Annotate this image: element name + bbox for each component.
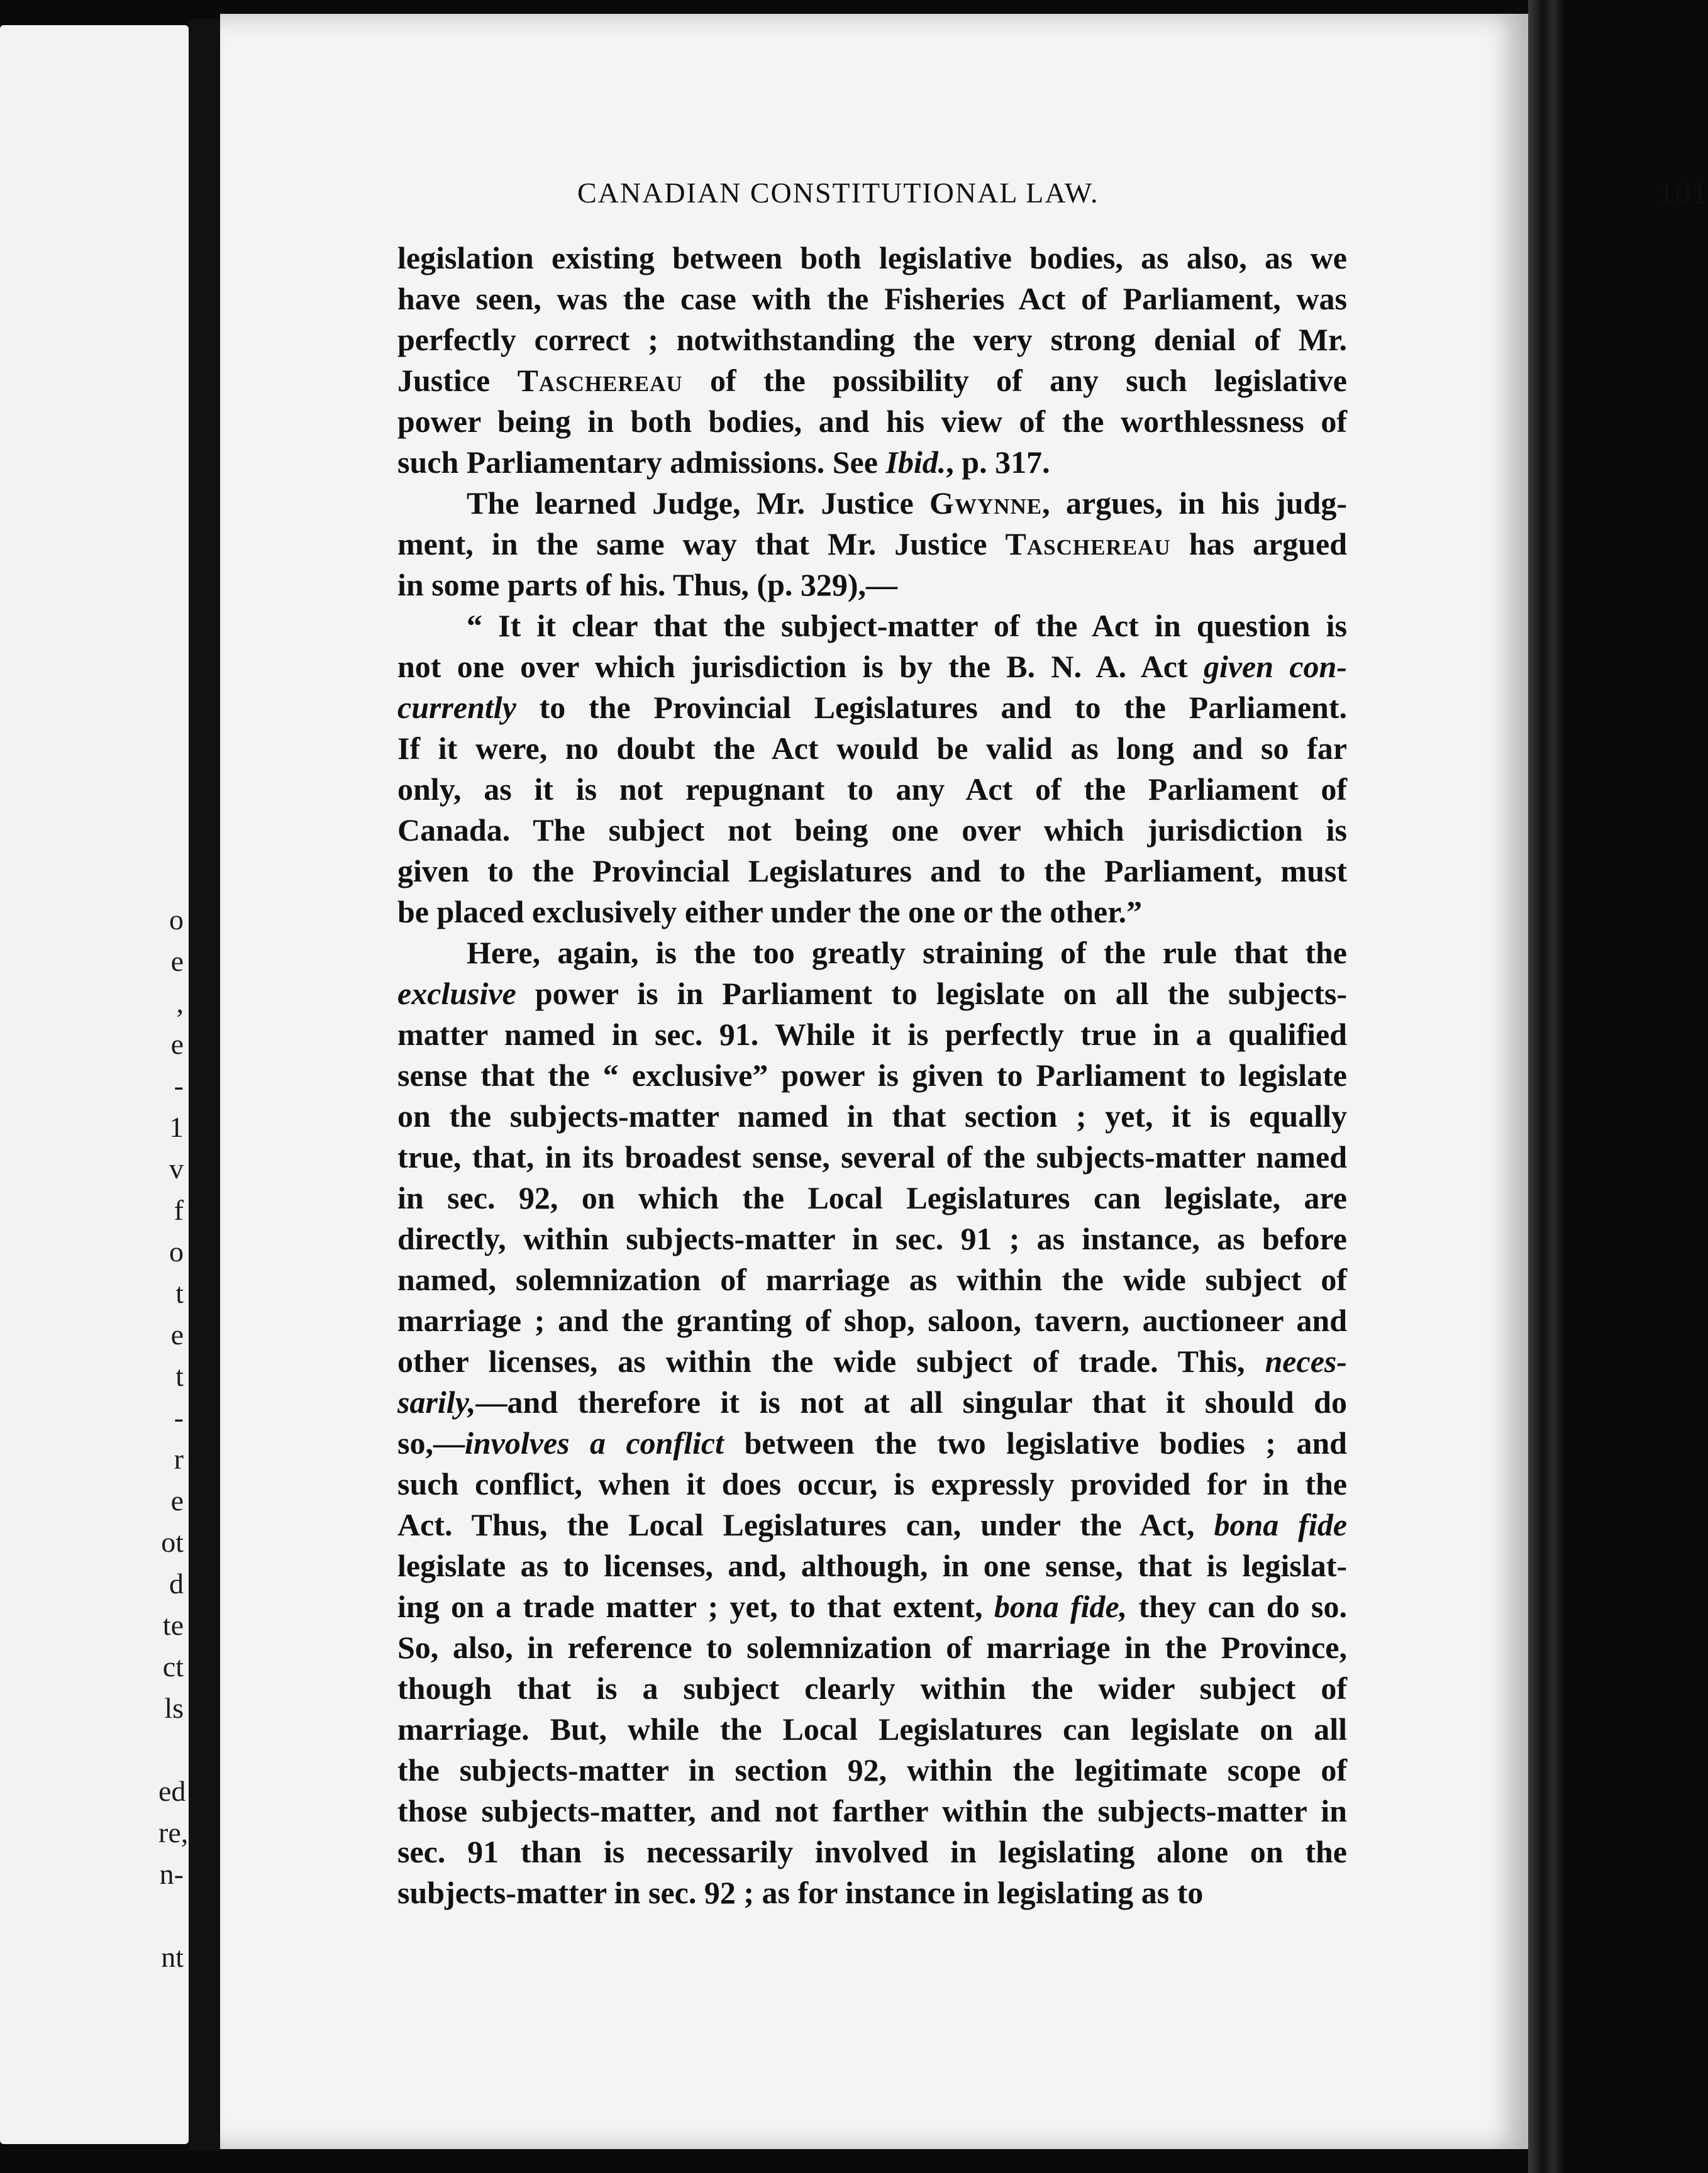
facing-page-fragment xyxy=(0,25,189,2144)
text-line: matter named in sec. 91. While it is perfectly true in a qualified xyxy=(397,1017,1347,1052)
text-line: power being in both bodies, and his view of the worthlessness of xyxy=(397,404,1347,439)
text-line: marriage ; and the granting of shop, saloon, tavern, auctioneer and xyxy=(397,1303,1347,1338)
text-run: ing on a trade matter ; yet, to that extent, xyxy=(397,1589,994,1624)
text-line xyxy=(397,360,1347,401)
text-line: such conflict, when it does occur, is expressly provided for in the xyxy=(397,1466,1347,1501)
text-run: The learned Judge, Mr. Justice xyxy=(467,485,930,521)
text-line: the subjects-matter in section 92, within the legitimate scope of xyxy=(397,1752,1347,1788)
text-run: ment, in the same way that Mr. Justice xyxy=(397,526,1006,561)
text-line: true, that, in its broadest sense, several of the subjects-matter named xyxy=(397,1139,1347,1175)
text-line: in some parts of his. Thus, (p. 329),— xyxy=(397,567,898,602)
book-gutter xyxy=(189,19,220,2150)
text-line: those subjects-matter, and not farther within the subjects-matter in xyxy=(397,1793,1347,1828)
margin-fragment: , xyxy=(176,987,184,1019)
text-run: so,— xyxy=(397,1425,465,1461)
text-line: named, solemnization of marriage as within the wide subject of xyxy=(397,1262,1347,1297)
text-line xyxy=(397,524,1347,565)
text-line: sense that the “ exclusive” power is given to Parliament to legislate xyxy=(397,1058,1347,1093)
text-line xyxy=(397,1382,1347,1423)
paragraph xyxy=(397,238,1347,483)
text-line xyxy=(397,483,1347,524)
paragraph xyxy=(397,483,1347,605)
text-line: legislate as to licenses, and, although, in one sense, that is legislat- xyxy=(397,1548,1347,1583)
text-line: have seen, was the case with the Fisheries Act of Parliament, was xyxy=(397,281,1347,316)
text-line xyxy=(397,646,1347,687)
text-line: directly, within subjects-matter in sec. 91 ; as instance, as before xyxy=(397,1221,1347,1256)
emphasis-italic: Ibid. xyxy=(885,445,946,480)
text-line: Here, again, is the too greatly straining of the rule that the xyxy=(467,935,1347,970)
text-line: sec. 91 than is necessarily involved in legislating alone on the xyxy=(397,1834,1347,1869)
paragraph xyxy=(397,605,1347,932)
margin-fragment: t xyxy=(175,1277,184,1309)
text-line: on the subjects-matter named in that section ; yet, it is equally xyxy=(397,1098,1347,1134)
facing-page-margin-text xyxy=(158,899,189,1978)
text-line: given to the Provincial Legislatures and to the Parliament, must xyxy=(397,853,1347,888)
text-run: has argued xyxy=(1170,526,1347,561)
emphasis-italic: currently xyxy=(397,690,516,725)
name-small-caps: Taschereau xyxy=(517,363,683,398)
margin-fragment: t xyxy=(175,1360,184,1392)
text-run: , p. 317. xyxy=(946,445,1050,480)
margin-fragment: e xyxy=(170,945,184,977)
paragraph xyxy=(397,932,1347,1913)
text-line: be placed exclusively either under the one or the other.” xyxy=(397,894,1143,929)
text-run: not one over which jurisdiction is by the B. N. A. Act xyxy=(397,649,1204,684)
body-text xyxy=(397,238,1347,1913)
margin-fragment: - xyxy=(174,1402,184,1434)
margin-fragment: e xyxy=(170,1485,184,1517)
text-run: Justice xyxy=(397,363,518,398)
running-header xyxy=(577,176,1708,210)
text-line xyxy=(397,1505,1347,1545)
text-line: marriage. But, while the Local Legislatures can legislate on all xyxy=(397,1711,1347,1747)
text-line xyxy=(397,442,1347,483)
name-small-caps: Taschereau xyxy=(1005,526,1171,561)
emphasis-italic: involves a conflict xyxy=(464,1425,724,1461)
text-run: between the two legislative bodies ; and xyxy=(724,1425,1347,1461)
margin-fragment: o xyxy=(169,1236,184,1268)
name-small-caps: Gwynne xyxy=(929,485,1043,521)
text-run: power is in Parliament to legislate on all the subjects- xyxy=(516,976,1347,1011)
text-line: If it were, no doubt the Act would be valid as long and so far xyxy=(397,731,1347,766)
margin-fragment: 1 xyxy=(169,1111,184,1143)
text-run: such Parliamentary admissions. See xyxy=(397,445,886,480)
emphasis-italic: exclusive xyxy=(397,976,516,1011)
margin-fragment: ot xyxy=(161,1526,184,1558)
text-line: legislation existing between both legislative bodies, as also, as we xyxy=(397,240,1347,275)
text-line xyxy=(397,973,1347,1014)
text-line: “ It it clear that the subject-matter of the Act in question is xyxy=(467,608,1347,643)
text-line xyxy=(397,1586,1347,1627)
margin-fragment: re, xyxy=(158,1816,189,1849)
margin-fragment xyxy=(158,1895,184,1937)
text-run: of the possibility of any such legislative xyxy=(682,363,1347,398)
text-run: they can do so. xyxy=(1127,1589,1348,1624)
text-run: other licenses, as within the wide subject of trade. This, xyxy=(397,1344,1265,1379)
running-title: CANADIAN CONSTITUTIONAL LAW. xyxy=(577,177,1099,209)
text-line xyxy=(397,1423,1347,1464)
text-run: —and therefore it is not at all singular that it should do xyxy=(475,1385,1347,1420)
margin-fragment: d xyxy=(169,1568,184,1600)
page-edge-shadow xyxy=(1528,0,1565,2173)
margin-fragment: nt xyxy=(161,1941,184,1973)
margin-fragment: o xyxy=(169,904,184,936)
text-line: Canada. The subject not being one over which jurisdiction is xyxy=(397,812,1347,848)
text-line xyxy=(397,687,1347,728)
margin-fragment: n- xyxy=(159,1858,184,1890)
margin-fragment: te xyxy=(162,1609,184,1641)
text-line: though that is a subject clearly within the wider subject of xyxy=(397,1671,1347,1706)
margin-fragment: ls xyxy=(164,1692,184,1724)
emphasis-italic: sarily, xyxy=(397,1385,476,1420)
text-run: Act. Thus, the Local Legislatures can, under the Act, xyxy=(397,1507,1214,1542)
text-line: So, also, in reference to solemnization of marriage in the Province, xyxy=(397,1630,1347,1665)
text-line: subjects-matter in sec. 92 ; as for instance in legislating as to xyxy=(397,1875,1204,1910)
margin-fragment: f xyxy=(174,1194,184,1226)
margin-fragment: v xyxy=(169,1153,184,1185)
text-line: only, as it is not repugnant to any Act of the Parliament of xyxy=(397,771,1347,807)
margin-fragment: e xyxy=(170,1028,184,1060)
margin-fragment: e xyxy=(170,1319,184,1351)
page-number: 101 xyxy=(1659,177,1708,210)
text-run: to the Provincial Legislatures and to the Parliament. xyxy=(516,690,1347,725)
emphasis-italic: bona fide xyxy=(1214,1507,1348,1542)
margin-fragment: ct xyxy=(162,1650,184,1683)
text-line: in sec. 92, on which the Local Legislatures can legislate, are xyxy=(397,1180,1347,1215)
margin-fragment: ed xyxy=(158,1775,186,1807)
emphasis-italic: bona fide, xyxy=(994,1589,1128,1624)
margin-fragment: r xyxy=(174,1443,184,1475)
margin-fragment: - xyxy=(174,1070,184,1102)
text-line xyxy=(397,1341,1347,1382)
emphasis-italic: neces- xyxy=(1265,1344,1347,1379)
emphasis-italic: given con- xyxy=(1203,649,1348,684)
text-run: , argues, in his judg- xyxy=(1042,485,1347,521)
text-line: perfectly correct ; notwithstanding the very strong denial of Mr. xyxy=(397,322,1347,357)
margin-fragment xyxy=(158,1729,184,1771)
